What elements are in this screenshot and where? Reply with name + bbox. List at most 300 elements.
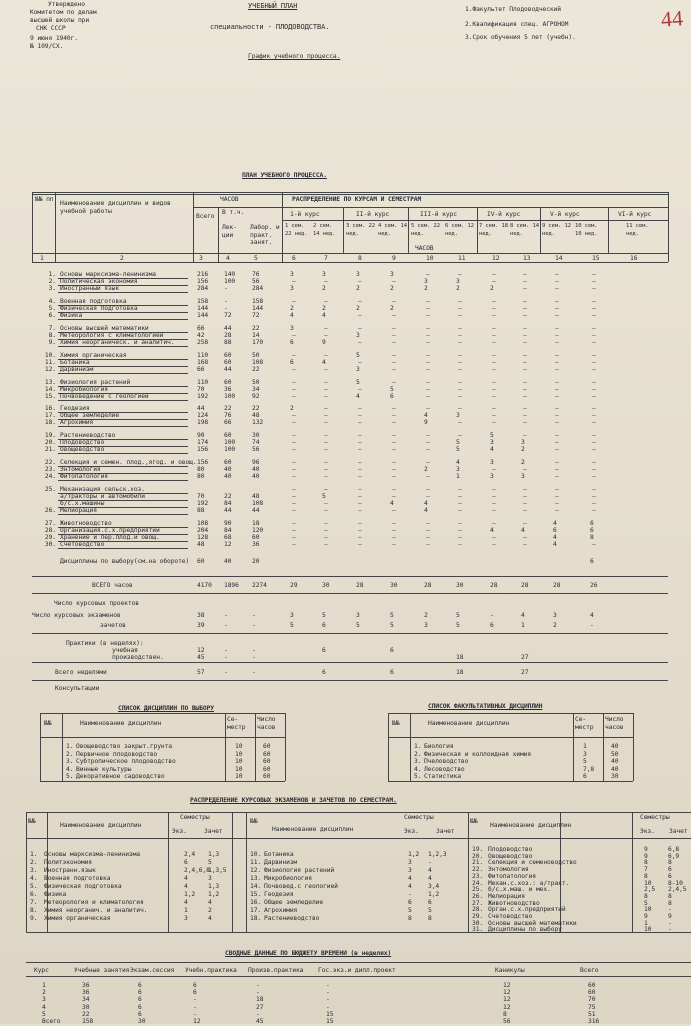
- row-exams: 1: [644, 919, 648, 927]
- row-cell: 4: [424, 500, 428, 507]
- row-cell: –: [492, 412, 496, 419]
- row-cell: –: [592, 473, 596, 480]
- row-cell: –: [358, 507, 362, 514]
- row-cell: –: [555, 486, 559, 493]
- row-cell: –: [555, 332, 559, 339]
- summary-cell: 15: [326, 1018, 334, 1025]
- row-cell: 66: [197, 325, 205, 332]
- row-discipline-name: Основы высшей математики: [60, 325, 149, 332]
- summary-cell: 30: [82, 1003, 90, 1011]
- column-number: 13: [523, 255, 531, 262]
- row-cell: 2: [322, 305, 326, 312]
- row-cell: –: [555, 271, 559, 278]
- col-num-header: №№ пп: [35, 196, 54, 203]
- row-cell: –: [592, 500, 596, 507]
- summary-cell: -: [326, 1003, 330, 1011]
- row-cell: 4: [424, 507, 428, 514]
- row-discipline-name: Геодезия: [60, 405, 90, 412]
- row-cell: –: [392, 419, 396, 426]
- row-cell: 5: [456, 612, 460, 619]
- row-number: 1.: [48, 271, 56, 278]
- row-cell: –: [555, 312, 559, 319]
- rule-line: [32, 633, 668, 634]
- row-cell: 5: [456, 439, 460, 446]
- course-header-6: VI-й курс: [618, 211, 652, 218]
- row-cell: –: [458, 520, 462, 527]
- row-cell: 132: [252, 419, 264, 426]
- row-discipline-name: Первичное плодоводство: [76, 750, 158, 758]
- row-cell: –: [392, 486, 396, 493]
- row-cell: –: [555, 393, 559, 400]
- row-discipline-name: Физика: [44, 891, 67, 898]
- page-number: 44: [660, 5, 684, 32]
- row-cell: 3: [356, 366, 360, 373]
- summary-header: Учебные занятия: [74, 967, 130, 974]
- row-discipline-name: Основы марксизма-ленинизма: [60, 271, 156, 278]
- row-number: 29.: [44, 534, 56, 541]
- row-cell: –: [523, 419, 527, 426]
- row-cell: –: [523, 285, 527, 292]
- row-cell: –: [492, 500, 496, 507]
- summary-cell: 6: [138, 982, 142, 989]
- semester-header: 9 сем. 12 нед.: [542, 223, 571, 237]
- row-cell: 5: [356, 352, 360, 359]
- row-number: 11.: [44, 359, 56, 366]
- row-discipline-name: Растениеводство: [60, 432, 116, 439]
- row-hours: 40: [611, 743, 619, 750]
- row-cell: –: [458, 298, 462, 305]
- row-cell: –: [292, 486, 296, 493]
- row-cell: –: [392, 493, 396, 500]
- row-number: 23.: [472, 872, 484, 880]
- row-cell: –: [324, 325, 328, 332]
- row-discipline-name: Лесоводство: [424, 765, 465, 773]
- row-cell: 12: [224, 541, 232, 548]
- row-cell: 128: [197, 534, 209, 541]
- summary-cell: -: [193, 1010, 197, 1018]
- row-discipline-name: Механ.с.хоз.: а/тракт.: [488, 879, 570, 887]
- row-cell: –: [292, 278, 296, 285]
- row-exams: 10: [644, 926, 652, 934]
- row-cell: –: [392, 527, 396, 534]
- row-discipline-name: Фитопатология: [60, 473, 108, 480]
- row-cell: 6: [322, 622, 326, 629]
- header-num: №№: [28, 818, 36, 825]
- row-cell: –: [555, 379, 559, 386]
- row-discipline-name: Иностранный язык: [60, 285, 120, 292]
- row-cell: –: [324, 473, 328, 480]
- rule-line: [388, 713, 389, 781]
- header-semesters: Семестры: [180, 814, 210, 821]
- header-credits: Зачет: [436, 828, 455, 835]
- optional-title: СПИСОК ФАКУЛЬТАТИВНЫХ ДИСЦИПЛИН: [428, 703, 543, 710]
- row-discipline-name: Энтомология: [488, 866, 529, 874]
- column-number: 8: [358, 255, 362, 262]
- row-cell: –: [492, 419, 496, 426]
- row-cell: 5: [390, 622, 394, 629]
- consultations-row: Консультации: [55, 685, 100, 692]
- row-discipline-name: Военная подготовка: [60, 298, 127, 305]
- course-header-1: 1-й курс: [290, 211, 320, 218]
- row-credits: 1,2: [428, 891, 440, 898]
- row-cell: –: [324, 379, 328, 386]
- row-cell: –: [555, 278, 559, 285]
- row-cell: –: [324, 534, 328, 541]
- row-cell: –: [523, 486, 527, 493]
- row-cell: –: [458, 432, 462, 439]
- row-discipline-name: Метеорология с климатологией: [60, 332, 164, 339]
- row-discipline-name: Пчеловодство: [424, 758, 469, 765]
- row-cell: -: [252, 647, 256, 654]
- row-cell: 3: [553, 612, 557, 619]
- row-cell: –: [392, 412, 396, 419]
- row-discipline-name: Общее земледелие: [60, 412, 120, 419]
- row-cell: –: [392, 541, 396, 548]
- row-number: 16.: [250, 899, 262, 906]
- row-cell: 34: [252, 386, 260, 393]
- rule-line: [26, 932, 691, 933]
- row-discipline-name: Физика: [60, 312, 83, 319]
- row-cell: –: [324, 278, 328, 285]
- row-discipline-name: Физическая подготовка: [44, 883, 122, 890]
- column-number: 7: [324, 255, 328, 262]
- row-cell: 40: [224, 473, 232, 480]
- row-cell: –: [523, 305, 527, 312]
- row-number: 24.: [472, 879, 484, 887]
- row-cell: –: [292, 541, 296, 548]
- row-credits: 1,3,5: [208, 867, 227, 874]
- row-cell: 216: [197, 271, 209, 278]
- rule-line: [62, 713, 63, 781]
- row-cell: -: [224, 654, 228, 661]
- summary-header: Учебн.практика: [185, 967, 237, 974]
- row-number: 12.: [44, 366, 56, 373]
- row-cell: 30: [390, 582, 398, 589]
- row-cell: 1896: [224, 582, 239, 589]
- row-credits: 8: [668, 892, 672, 900]
- row-cell: –: [592, 466, 596, 473]
- row-cell: 3: [290, 285, 294, 292]
- row-cell: –: [324, 466, 328, 473]
- row-cell: –: [392, 520, 396, 527]
- row-cell: –: [592, 507, 596, 514]
- rule-line: [26, 962, 691, 963]
- row-exams: 1,2: [184, 891, 196, 898]
- row-number: 5.: [414, 773, 422, 780]
- row-discipline-name: Энтомология: [60, 466, 101, 473]
- row-cell: 48: [197, 541, 205, 548]
- row-discipline-name: Физическая подготовка: [60, 305, 138, 312]
- row-cell: –: [292, 493, 296, 500]
- row-cell: 5: [322, 612, 326, 619]
- row-cell: –: [592, 419, 596, 426]
- row-cell: 38: [197, 612, 205, 619]
- column-number: 1: [40, 255, 44, 262]
- row-number: 25.: [472, 886, 484, 894]
- row-credits: 1,3: [208, 851, 220, 858]
- row-cell: –: [426, 379, 430, 386]
- row-number: 13.: [44, 379, 56, 386]
- row-cell: 170: [252, 339, 264, 346]
- row-semester: 5: [583, 758, 587, 765]
- row-cell: –: [592, 305, 596, 312]
- row-cell: 3: [456, 412, 460, 419]
- row-cell: 40: [252, 473, 260, 480]
- row-cell: –: [392, 473, 396, 480]
- summary-cell: 12: [503, 1003, 511, 1011]
- row-cell: –: [458, 312, 462, 319]
- row-discipline-name: Физиология растений: [264, 867, 335, 874]
- row-credits: 3: [208, 875, 212, 882]
- row-semester: 10: [235, 758, 243, 765]
- row-cell: 60: [197, 558, 205, 565]
- row-cell: 100: [224, 278, 236, 285]
- row-cell: –: [324, 332, 328, 339]
- row-cell: –: [358, 325, 362, 332]
- row-cell: 4: [590, 612, 594, 619]
- row-cell: 26: [590, 582, 598, 589]
- row-exams: 8: [644, 892, 648, 900]
- row-discipline-name: Общее земледелие: [264, 899, 324, 906]
- rule-line: [58, 373, 188, 374]
- hours-subheader: ЧАСОВ: [415, 245, 434, 252]
- row-cell: 56: [252, 278, 260, 285]
- row-credits: 4: [428, 875, 432, 882]
- row-cell: –: [426, 359, 430, 366]
- rule-line: [26, 838, 691, 839]
- rule-line: [255, 713, 256, 781]
- row-exams: 3: [184, 915, 188, 922]
- row-cell: 3: [356, 332, 360, 339]
- row-cell: -: [252, 612, 256, 619]
- row-cell: 4: [322, 312, 326, 319]
- row-cell: 60: [224, 379, 232, 386]
- summary-cell: 8: [503, 1010, 507, 1018]
- summary-cell: 51: [588, 1010, 596, 1018]
- summary-cell: 27: [256, 1003, 264, 1011]
- row-cell: 4: [290, 312, 294, 319]
- rule-line: [58, 292, 188, 293]
- row-cell: 156: [197, 278, 209, 285]
- summary-cell: -: [193, 996, 197, 1004]
- row-cell: –: [358, 527, 362, 534]
- row-cell: –: [492, 405, 496, 412]
- approval-line: № 109/СХ.: [30, 43, 64, 50]
- row-cell: 84: [224, 527, 232, 534]
- col-incl-header: В т.ч.: [222, 209, 245, 216]
- row-exams: 2,4: [184, 851, 196, 858]
- row-cell: 100: [224, 393, 236, 400]
- summary-cell: 6: [193, 989, 197, 997]
- row-cell: –: [592, 285, 596, 292]
- row-discipline-name: Животноводство: [488, 899, 540, 907]
- row-number: 2.: [66, 750, 74, 758]
- row-cell: –: [324, 393, 328, 400]
- summary-cell: -: [256, 982, 260, 989]
- row-number: 2.: [414, 750, 422, 758]
- row-cell: –: [392, 466, 396, 473]
- row-cell: –: [523, 379, 527, 386]
- row-cell: –: [458, 527, 462, 534]
- row-cell: –: [358, 520, 362, 527]
- row-cell: 158: [252, 298, 264, 305]
- row-discipline-name: Орган.с.х.предприятий: [488, 906, 566, 914]
- row-cell: –: [592, 541, 596, 548]
- rule-line: [388, 713, 633, 714]
- row-discipline-name: Растениеводство: [264, 915, 320, 922]
- row-exams: 5: [408, 907, 412, 914]
- row-cell: –: [555, 405, 559, 412]
- row-credits: -: [428, 859, 432, 866]
- row-number: 9.: [30, 915, 38, 922]
- semester-header: 8 сем. 14 нед.: [510, 223, 539, 237]
- row-cell: –: [523, 359, 527, 366]
- row-cell: –: [358, 439, 362, 446]
- row-number: 14.: [250, 883, 262, 890]
- row-cell: 108: [197, 520, 209, 527]
- plan-title: УЧЕБНЫЙ ПЛАН: [248, 2, 298, 10]
- row-semester: 10: [235, 765, 243, 773]
- row-cell: –: [392, 298, 396, 305]
- row-cell: -: [490, 612, 494, 619]
- row-discipline-name: Дарвинизм: [264, 859, 298, 866]
- header-semester: Се- местр: [575, 716, 594, 731]
- column-number: 12: [492, 255, 500, 262]
- row-cell: 144: [197, 305, 209, 312]
- row-number: 7.: [30, 899, 38, 906]
- row-cell: –: [555, 439, 559, 446]
- row-cell: –: [324, 366, 328, 373]
- row-cell: –: [358, 405, 362, 412]
- row-number: 23.: [44, 466, 56, 473]
- row-cell: –: [426, 527, 430, 534]
- row-cell: 66: [224, 419, 232, 426]
- row-cell: 4: [553, 520, 557, 527]
- row-cell: –: [392, 366, 396, 373]
- row-discipline-name: Хранение и пер.плод.и овощ.: [60, 534, 160, 541]
- row-discipline-name: Селекция и семен. плод.,ягод. и овощ.: [60, 459, 197, 466]
- row-cell: 70: [197, 493, 205, 500]
- row-label: учебная: [112, 647, 138, 654]
- row-cell: 48: [252, 493, 260, 500]
- row-cell: 60: [224, 432, 232, 439]
- row-cell: 3: [290, 325, 294, 332]
- row-cell: –: [426, 325, 430, 332]
- row-cell: 192: [197, 500, 209, 507]
- row-cell: –: [523, 412, 527, 419]
- row-cell: 1: [456, 473, 460, 480]
- row-cell: –: [324, 459, 328, 466]
- header-hours: Число часов: [257, 716, 276, 731]
- rule-line: [40, 737, 285, 738]
- row-discipline-name: Политэкономия: [44, 859, 92, 866]
- row-cell: –: [555, 352, 559, 359]
- row-cell: 124: [197, 412, 209, 419]
- row-cell: –: [324, 541, 328, 548]
- row-cell: –: [392, 278, 396, 285]
- row-cell: –: [324, 439, 328, 446]
- row-cell: 22: [252, 405, 260, 412]
- row-cell: 6: [590, 527, 594, 534]
- row-cell: 18: [252, 520, 260, 527]
- row-discipline-name: Военная подготовка: [44, 875, 111, 882]
- row-cell: –: [324, 520, 328, 527]
- semester-header: 5 сем. 22 нед.: [411, 223, 440, 237]
- row-discipline-name: Агрохимия: [264, 907, 298, 914]
- row-cell: 5: [356, 622, 360, 629]
- row-cell: 44: [224, 366, 232, 373]
- summary-cell: 12: [503, 989, 511, 997]
- row-cell: –: [592, 366, 596, 373]
- row-cell: –: [592, 379, 596, 386]
- row-discipline-name: Физиология растений: [60, 379, 131, 386]
- semester-header: 4 сем. 14 нед.: [378, 223, 407, 237]
- row-cell: 6: [553, 527, 557, 534]
- header-hours: Число часов: [605, 716, 624, 731]
- row-cell: –: [592, 298, 596, 305]
- row-exams: -: [408, 891, 412, 898]
- row-number: 6.: [48, 312, 56, 319]
- row-credits: 4: [208, 915, 212, 922]
- row-cell: 76: [252, 271, 260, 278]
- row-number: 3.: [30, 867, 38, 874]
- row-cell: –: [555, 493, 559, 500]
- row-discipline-name: Микробиология: [264, 875, 312, 882]
- row-cell: 6: [490, 622, 494, 629]
- row-cell: –: [492, 278, 496, 285]
- rule-line: [26, 976, 691, 977]
- row-cell: –: [292, 527, 296, 534]
- row-cell: -: [252, 622, 256, 629]
- row-cell: –: [392, 432, 396, 439]
- row-number: 3.: [414, 758, 422, 765]
- row-cell: 30: [456, 582, 464, 589]
- row-number: 31.: [472, 926, 484, 934]
- row-cell: 174: [197, 439, 209, 446]
- row-cell: 4170: [197, 582, 212, 589]
- row-cell: –: [324, 412, 328, 419]
- header-semester: Се- местр: [227, 716, 246, 731]
- row-discipline-name: Счетоводство: [488, 913, 533, 920]
- summary-cell: 70: [588, 996, 596, 1004]
- approval-line: Утверждено: [48, 1, 85, 8]
- row-cell: 28: [224, 332, 232, 339]
- rule-line: [58, 346, 188, 347]
- row-discipline-name: Физическая и коллоидная химия: [424, 750, 532, 758]
- row-cell: –: [523, 432, 527, 439]
- row-cell: 48: [252, 412, 260, 419]
- row-cell: –: [492, 352, 496, 359]
- row-credits: 3,4: [428, 883, 440, 890]
- row-cell: –: [458, 359, 462, 366]
- course-header-2: II-й курс: [356, 211, 390, 218]
- row-label: Дисциплины по выбору(см.на обороте): [60, 558, 190, 565]
- row-cell: –: [592, 312, 596, 319]
- row-cell: –: [592, 339, 596, 346]
- row-cell: 74: [252, 439, 260, 446]
- row-cell: –: [358, 446, 362, 453]
- row-cell: 4: [456, 459, 460, 466]
- row-cell: –: [592, 493, 596, 500]
- row-discipline-name: Овощеводство: [60, 446, 105, 453]
- row-cell: 27: [521, 654, 529, 661]
- header-num: №№: [44, 720, 52, 727]
- row-cell: –: [523, 534, 527, 541]
- row-discipline-name: Почвовед.с геологией: [264, 883, 338, 890]
- row-cell: –: [324, 405, 328, 412]
- row-number: 1.: [414, 743, 422, 750]
- row-cell: -: [590, 622, 594, 629]
